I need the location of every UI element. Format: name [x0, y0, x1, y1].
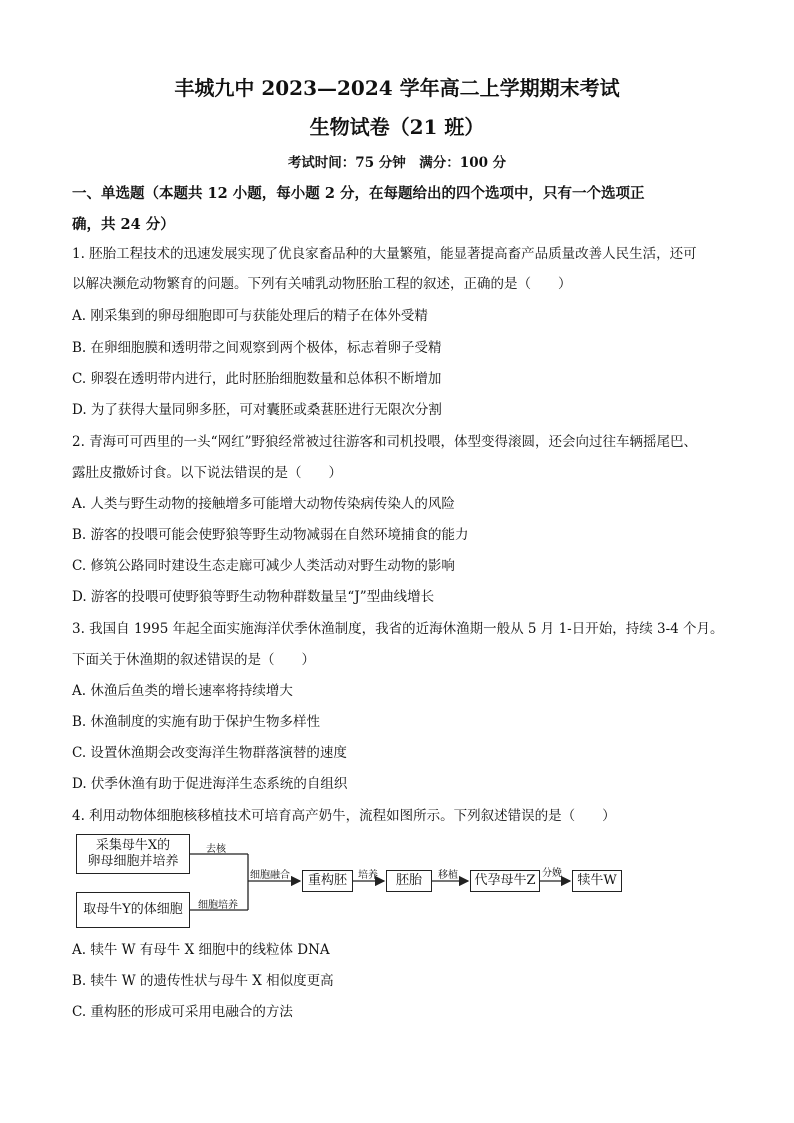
q3-option-d: D. 伏季休渔有助于促进海洋生态系统的自组织	[72, 776, 348, 792]
label-culture: 培养	[358, 870, 378, 881]
q2-option-a: A. 人类与野生动物的接触增多可能增大动物传染病传染人的风险	[72, 496, 455, 512]
box-reconstructed-embryo: 重构胚	[302, 870, 353, 892]
q3-option-a: A. 休渔后鱼类的增长速率将持续增大	[72, 683, 293, 699]
label-transfer: 移植	[438, 870, 458, 881]
q1-option-b: B. 在卵细胞膜和透明带之间观察到两个极体，标志着卵子受精	[72, 340, 442, 356]
q1-option-c: C. 卵裂在透明带内进行，此时胚胎细胞数量和总体积不断增加	[72, 371, 442, 387]
q4-stem-line1: 4. 利用动物体细胞核移植技术可培育高产奶牛，流程如图所示。下列叙述错误的是（ ）	[72, 808, 616, 824]
label-cell-culture: 细胞培养	[198, 900, 238, 911]
q4-option-b: B. 犊牛 W 的遗传性状与母牛 X 相似度更高	[72, 973, 334, 989]
section-heading-line1: 一、单选题（本题共 12 小题，每小题 2 分，在每题给出的四个选项中，只有一个选项正	[72, 185, 645, 202]
box-embryo: 胚胎	[386, 870, 432, 892]
q1-stem-line1: 1. 胚胎工程技术的迅速发展实现了优良家畜品种的大量繁殖，能显著提高畜产品质量改善人民生活，还可	[72, 246, 697, 262]
q2-stem-line2: 露肚皮撒娇讨食。以下说法错误的是（ ）	[72, 465, 342, 481]
section-heading-line2: 确，共 24 分）	[72, 216, 175, 233]
box-somatic-cell: 取母牛Y的体细胞	[76, 892, 190, 928]
nuclear-transfer-flowchart	[70, 828, 710, 936]
q1-stem-line2: 以解决濒危动物繁育的问题。下列有关哺乳动物胚胎工程的叙述，正确的是（ ）	[72, 276, 572, 292]
q4-option-a: A. 犊牛 W 有母牛 X 细胞中的线粒体 DNA	[72, 942, 330, 958]
q3-stem-line1: 3. 我国自 1995 年起全面实施海洋伏季休渔制度，我省的近海休渔期一般从 5 月 1-日开始，持续 3-4 个月。	[72, 621, 724, 637]
label-enucleate: 去核	[206, 844, 226, 855]
exam-meta: 考试时间：75 分钟 满分：100 分	[287, 155, 507, 171]
box-donor-oocyte	[76, 834, 190, 874]
q2-option-c: C. 修筑公路同时建设生态走廊可减少人类活动对野生动物的影响	[72, 558, 455, 574]
box-donor-oocyte-line2: 卵母细胞并培养	[87, 854, 179, 869]
q3-stem-line2: 下面关于休渔期的叙述错误的是（ ）	[72, 652, 315, 668]
q3-option-c: C. 设置休渔期会改变海洋生物群落演替的速度	[72, 745, 347, 761]
q2-option-b: B. 游客的投喂可能会使野狼等野生动物减弱在自然环境捕食的能力	[72, 527, 469, 543]
section-heading	[72, 178, 712, 240]
exam-subtitle: 生物试卷（21 班）	[309, 115, 485, 139]
label-delivery: 分娩	[542, 868, 562, 879]
exam-title: 丰城九中 2023—2024 学年高二上学期期末考试	[174, 76, 620, 100]
box-surrogate-cow: 代孕母牛Z	[470, 870, 540, 892]
q2-option-d: D. 游客的投喂可使野狼等野生动物种群数量呈“J”型曲线增长	[72, 589, 435, 605]
q4-option-c: C. 重构胚的形成可采用电融合的方法	[72, 1004, 293, 1020]
label-fusion: 细胞融合	[250, 870, 290, 881]
q1-option-a: A. 刚采集到的卵母细胞即可与获能处理后的精子在体外受精	[72, 308, 428, 324]
q2-stem-line1: 2. 青海可可西里的一头“网红”野狼经常被过往游客和司机投喂，体型变得滚圆，还会向过往车辆摇尾巴、	[72, 434, 697, 450]
box-calf: 犊牛W	[572, 870, 622, 892]
box-donor-oocyte-line1: 采集母牛X的	[95, 838, 171, 853]
q3-option-b: B. 休渔制度的实施有助于保护生物多样性	[72, 714, 321, 730]
q1-option-d: D. 为了获得大量同卵多胚，可对囊胚或桑葚胚进行无限次分割	[72, 402, 442, 418]
